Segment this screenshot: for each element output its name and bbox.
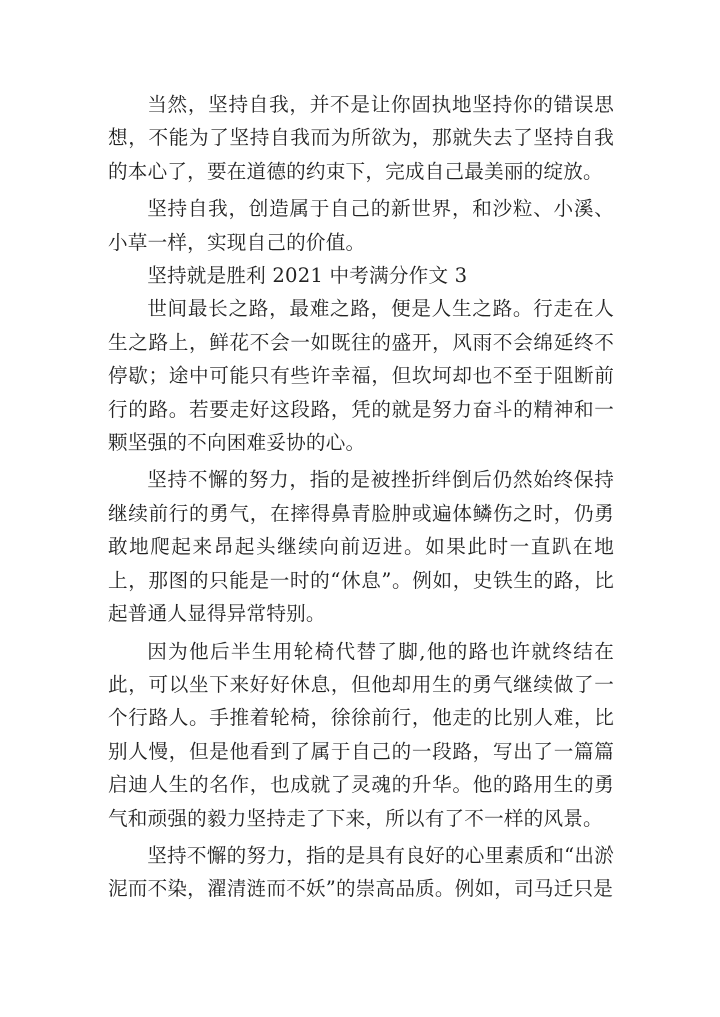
paragraph-5: 因为他后半生用轮椅代替了脚,他的路也许就终结在此，可以坐下来好好休息，但他却用生的勇气继续做了一个行路人。手推着轮椅，徐徐前行，他走的比别人难，比别人慢，但是他看到了属于自己的一段路，写出了一篇篇启迪人生的名作，也成就了灵魂的升华。他的路用生的勇气和顽强的毅力坚持走了下来，所以有了不一样的风景。 [108,639,614,830]
document-page [108,88,614,906]
paragraph-6: 坚持不懈的努力，指的是具有良好的心里素质和“出淤泥而不染，濯清涟而不妖”的崇高品质。例如，司马迁只是 [108,843,614,901]
section-title: 坚持就是胜利 2021 中考满分作文 3 [147,264,468,288]
paragraph-1: 当然，坚持自我，并不是让你固执地坚持你的错误思想，不能为了坚持自我而为所欲为，那就失去了坚持自我的本心了，要在道德的约束下，完成自己最美丽的绽放。 [108,93,614,183]
paragraph-3: 世间最长之路，最难之路，便是人生之路。行走在人生之路上，鲜花不会一如既往的盛开，风雨不会绵延终不停歇；途中可能只有些许幸福，但坎坷却也不至于阻断前行的路。若要走好这段路，凭的就是努力奋斗的精神和一颗坚强的不向困难妥协的心。 [108,297,614,455]
paragraph-2: 坚持自我，创造属于自己的新世界，和沙粒、小溪、小草一样，实现自己的价值。 [108,197,614,254]
paragraph-4: 坚持不懈的努力，指的是被挫折绊倒后仍然始终保持继续前行的勇气，在摔得鼻青脸肿或遍体鳞伤之时，仍勇敢地爬起来昂起头继续向前迈进。如果此时一直趴在地上，那图的只能是一时的“休息”。例如，史铁生的路，比起普通人显得异常特别。 [108,468,614,626]
